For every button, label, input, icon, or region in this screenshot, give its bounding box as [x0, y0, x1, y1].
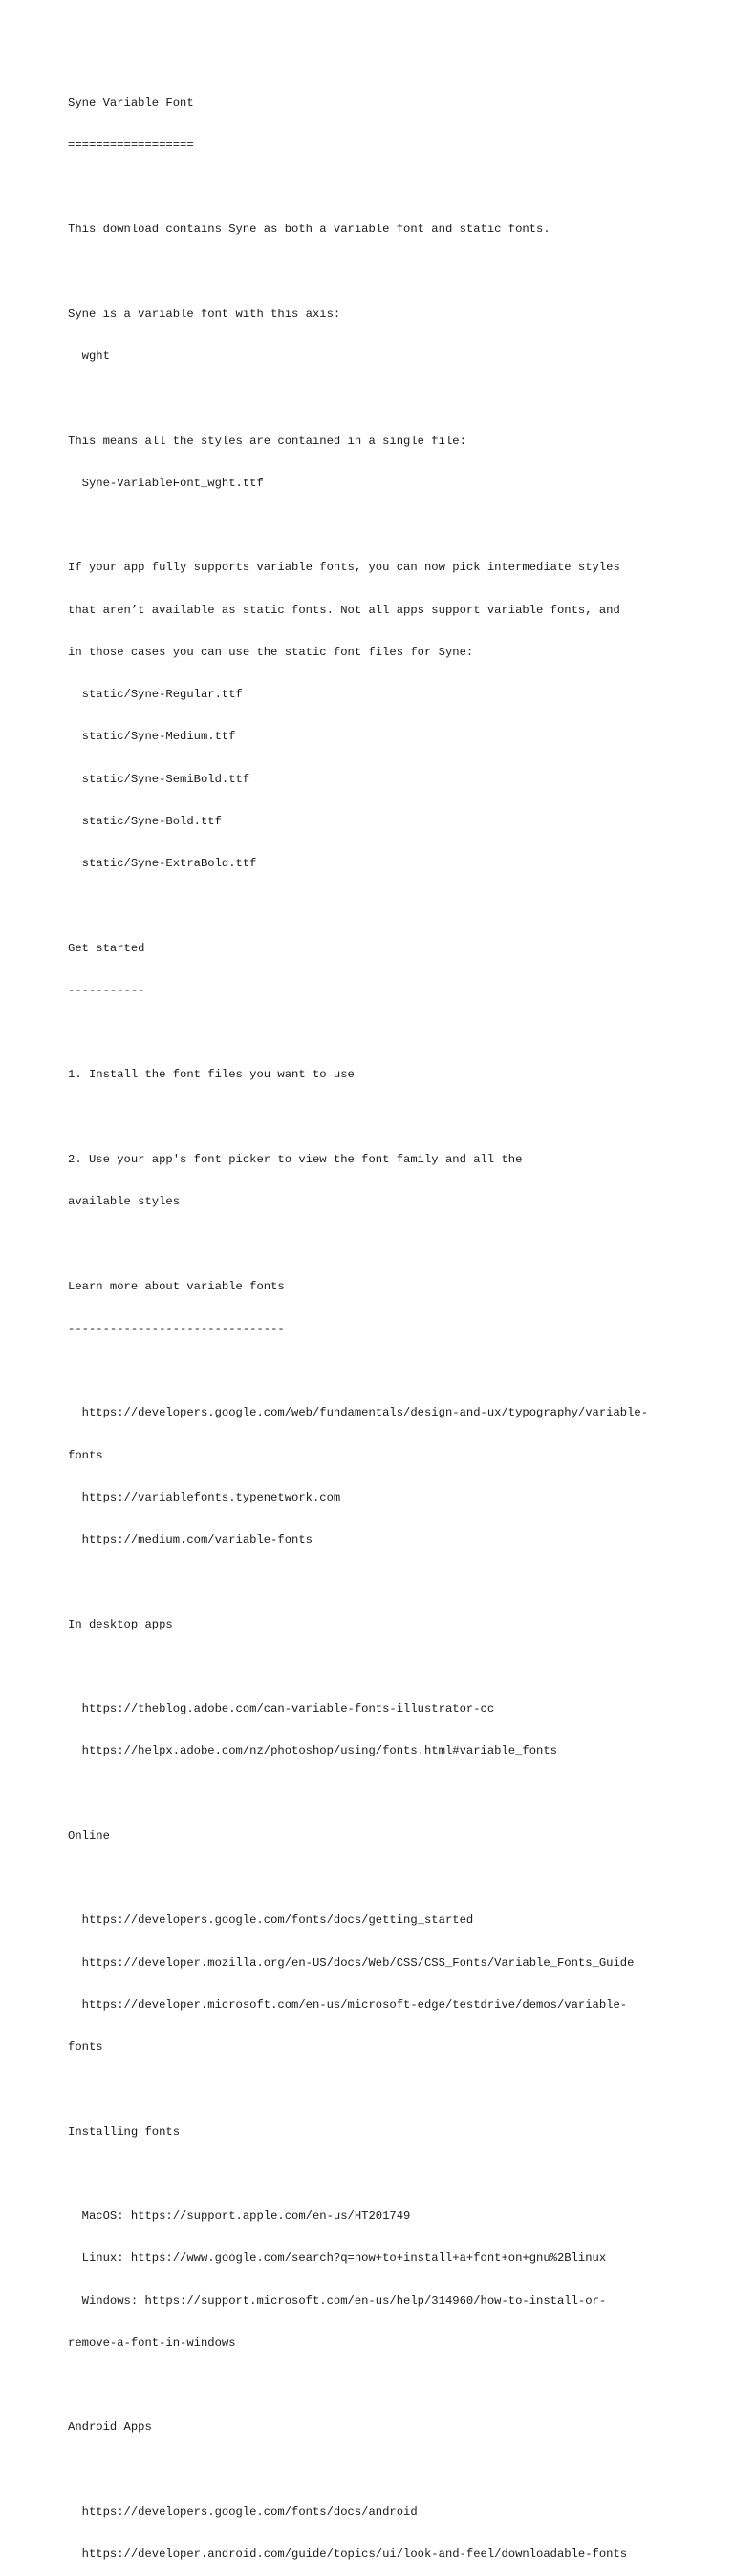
get-started-heading: Get started: [68, 941, 145, 955]
step-two-text: available styles: [68, 1195, 181, 1208]
static-font-filename: static/Syne-ExtraBold.ttf: [68, 857, 257, 870]
static-font-filename: static/Syne-SemiBold.ttf: [68, 772, 250, 786]
static-font-filename: static/Syne-Regular.ttf: [68, 688, 243, 701]
axis-name: wght: [68, 350, 110, 363]
online-link[interactable]: https://developer.mozilla.org/en-US/docs/Web/CSS/CSS_Fonts/Variable_Fonts_Guide: [68, 1955, 635, 1969]
installing-fonts-link[interactable]: MacOS: https://support.apple.com/en-us/HT201749: [68, 2209, 411, 2223]
blank-line: [68, 1364, 718, 1378]
android-apps-heading: Android Apps: [68, 2420, 152, 2435]
online-link[interactable]: https://developers.google.com/fonts/docs/getting_started: [68, 1913, 474, 1927]
learn-more-link[interactable]: https://variablefonts.typenetwork.com: [68, 1490, 341, 1504]
learn-more-link[interactable]: https://developers.google.com/web/fundamentals/design-and-ux/typography/variable-: [68, 1406, 649, 1420]
learn-more-link[interactable]: fonts: [68, 1448, 103, 1462]
blank-line: [68, 2378, 718, 2393]
blank-line: [68, 2082, 718, 2097]
get-started-underline: -----------: [68, 983, 145, 997]
step-one-text: 1. Install the font files you want to use: [68, 1068, 355, 1082]
installing-fonts-link[interactable]: Windows: https://support.microsoft.com/en-us/help/314960/how-to-install-or-: [68, 2293, 607, 2308]
learn-more-link[interactable]: https://medium.com/variable-fonts: [68, 1533, 313, 1546]
installing-fonts-link[interactable]: remove-a-font-in-windows: [68, 2335, 236, 2350]
support-text-line: that aren’t available as static fonts. Not all apps support variable fonts, and: [68, 603, 620, 617]
blank-line: [68, 1871, 718, 1885]
blank-line: [68, 1026, 718, 1040]
document-page: [68, 68, 718, 2576]
blank-line: [68, 1787, 718, 1801]
support-text-line: in those cases you can use the static font files for Syne:: [68, 645, 474, 659]
desktop-apps-link[interactable]: https://helpx.adobe.com/nz/photoshop/using/fonts.html#variable_fonts: [68, 1744, 557, 1758]
desktop-apps-link[interactable]: https://theblog.adobe.com/can-variable-fonts-illustrator-cc: [68, 1702, 495, 1715]
desktop-apps-heading: In desktop apps: [68, 1617, 173, 1631]
installing-fonts-link[interactable]: Linux: https://www.google.com/search?q=how+to+install+a+font+on+gnu%2Blinux: [68, 2251, 607, 2266]
static-font-filename: static/Syne-Bold.ttf: [68, 814, 222, 828]
learn-more-heading: Learn more about variable fonts: [68, 1279, 285, 1293]
variable-font-filename: Syne-VariableFont_wght.ttf: [68, 476, 264, 490]
blank-line: [68, 266, 718, 280]
blank-line: [68, 1660, 718, 1674]
online-link[interactable]: https://developer.microsoft.com/en-us/microsoft-edge/testdrive/demos/variable-: [68, 1997, 628, 2012]
blank-line: [68, 2167, 718, 2182]
title-underline: ==================: [68, 138, 194, 152]
support-text-line: If your app fully supports variable fonts, you can now pick intermediate styles: [68, 561, 620, 575]
step-two-text: 2. Use your app's font picker to view the font family and all the: [68, 1152, 523, 1166]
blank-line: [68, 1575, 718, 1589]
blank-line: [68, 181, 718, 195]
static-font-filename: static/Syne-Medium.ttf: [68, 730, 236, 744]
document-title: Syne Variable Font: [68, 96, 194, 110]
axis-intro-text: Syne is a variable font with this axis:: [68, 307, 341, 321]
installing-fonts-heading: Installing fonts: [68, 2124, 181, 2139]
online-link[interactable]: fonts: [68, 2040, 103, 2054]
single-file-intro-text: This means all the styles are contained in a single file:: [68, 434, 466, 448]
online-heading: Online: [68, 1828, 110, 1842]
blank-line: [68, 2463, 718, 2478]
learn-more-underline: -------------------------------: [68, 1321, 285, 1335]
blank-line: [68, 1237, 718, 1251]
intro-text: This download contains Syne as both a variable font and static fonts.: [68, 223, 550, 237]
android-apps-link[interactable]: https://developer.android.com/guide/topics/ui/look-and-feel/downloadable-fonts: [68, 2547, 628, 2561]
blank-line: [68, 899, 718, 913]
blank-line: [68, 519, 718, 533]
blank-line: [68, 392, 718, 406]
android-apps-link[interactable]: https://developers.google.com/fonts/docs/android: [68, 2504, 418, 2519]
blank-line: [68, 1111, 718, 1125]
